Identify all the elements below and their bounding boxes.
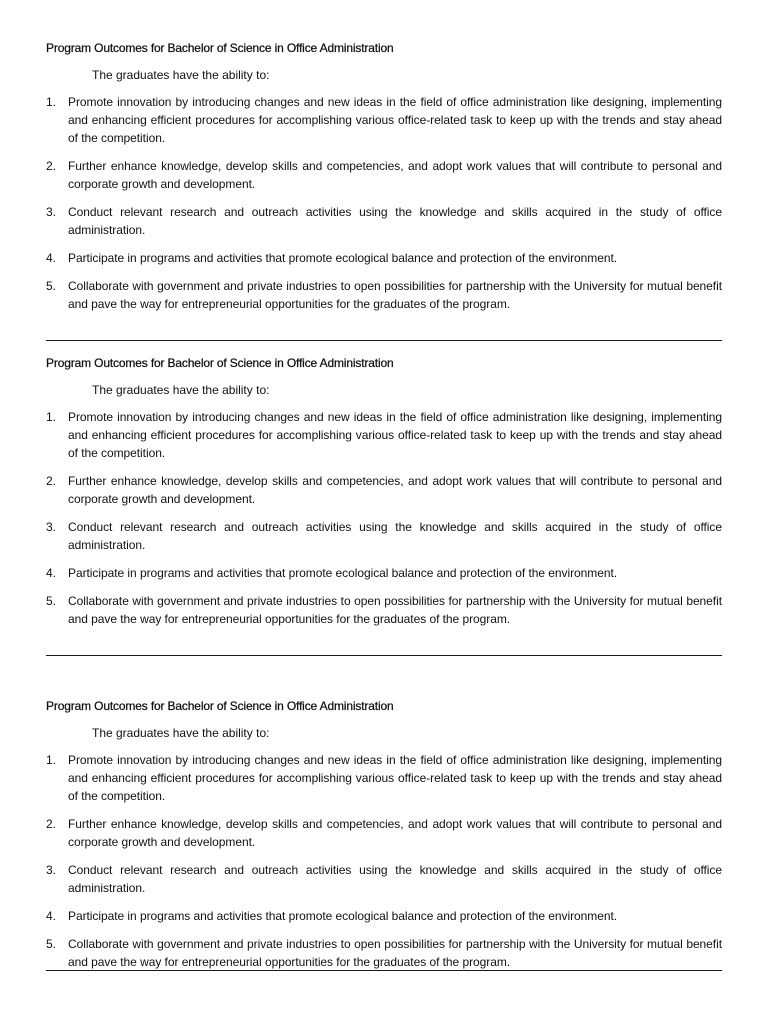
list-item	[46, 408, 722, 462]
intro-line: The graduates have the ability to:	[92, 383, 270, 397]
item-text: Further enhance knowledge, develop skills and competencies, and adopt work values that will contribute to personal and corporate growth and development.	[68, 474, 722, 506]
item-text: Promote innovation by introducing changes and new ideas in the field of office administration like designing, implementing and enhancing efficient procedures for accomplishing various office-related task to keep up with the trends and stay ahead of the competition.	[68, 410, 722, 460]
item-text: Further enhance knowledge, develop skills and competencies, and adopt work values that will contribute to personal and corporate growth and development.	[68, 817, 722, 849]
item-number: 3.	[46, 520, 57, 534]
item-number: 1.	[46, 95, 57, 109]
item-text: Conduct relevant research and outreach activities using the knowledge and skills acquired in the study of office administration.	[68, 863, 722, 895]
intro-line: The graduates have the ability to:	[92, 726, 270, 740]
list-item	[46, 277, 722, 313]
item-number: 3.	[46, 205, 57, 219]
item-text: Participate in programs and activities that promote ecological balance and protection of the environment.	[68, 566, 618, 580]
item-text: Conduct relevant research and outreach activities using the knowledge and skills acquired in the study of office administration.	[68, 205, 722, 237]
item-number: 5.	[46, 594, 57, 608]
intro-line: The graduates have the ability to:	[92, 68, 270, 82]
list-item	[46, 751, 722, 805]
list-item	[46, 518, 722, 554]
item-text: Participate in programs and activities that promote ecological balance and protection of the environment.	[68, 909, 618, 923]
list-item	[46, 249, 722, 267]
item-number: 1.	[46, 410, 57, 424]
list-item	[46, 564, 722, 582]
outcomes-block-2	[46, 355, 722, 628]
item-text: Collaborate with government and private industries to open possibilities for partnership with the University for mutual benefit and pave the way for entrepreneurial opportunities for the graduates of the program.	[68, 279, 722, 311]
list-item	[46, 203, 722, 239]
list-item	[46, 935, 722, 971]
item-number: 2.	[46, 817, 57, 831]
block-title: Program Outcomes for Bachelor of Science in Office Administration	[46, 356, 394, 370]
item-number: 4.	[46, 251, 57, 265]
outcomes-block-1	[46, 40, 722, 313]
item-text: Collaborate with government and private industries to open possibilities for partnership with the University for mutual benefit and pave the way for entrepreneurial opportunities for the graduates of the program.	[68, 594, 722, 626]
item-text: Promote innovation by introducing changes and new ideas in the field of office administration like designing, implementing and enhancing efficient procedures for accomplishing various office-related task to keep up with the trends and stay ahead of the competition.	[68, 95, 722, 145]
item-text: Further enhance knowledge, develop skills and competencies, and adopt work values that will contribute to personal and corporate growth and development.	[68, 159, 722, 191]
item-number: 2.	[46, 474, 57, 488]
item-number: 5.	[46, 279, 57, 293]
item-text: Participate in programs and activities that promote ecological balance and protection of the environment.	[68, 251, 618, 265]
block-title: Program Outcomes for Bachelor of Science in Office Administration	[46, 41, 394, 55]
outcomes-block-3	[46, 698, 722, 971]
item-number: 5.	[46, 937, 57, 951]
outcomes-list	[46, 751, 722, 971]
list-item	[46, 472, 722, 508]
list-item	[46, 861, 722, 897]
block-title: Program Outcomes for Bachelor of Science in Office Administration	[46, 699, 394, 713]
list-item	[46, 157, 722, 193]
item-number: 1.	[46, 753, 57, 767]
divider-rule	[46, 655, 722, 656]
divider-rule	[46, 970, 722, 971]
item-number: 2.	[46, 159, 57, 173]
item-text: Collaborate with government and private industries to open possibilities for partnership with the University for mutual benefit and pave the way for entrepreneurial opportunities for the graduates of the program.	[68, 937, 722, 969]
divider-rule	[46, 340, 722, 341]
list-item	[46, 592, 722, 628]
item-text: Conduct relevant research and outreach activities using the knowledge and skills acquired in the study of office administration.	[68, 520, 722, 552]
item-number: 4.	[46, 566, 57, 580]
list-item	[46, 93, 722, 147]
item-text: Promote innovation by introducing changes and new ideas in the field of office administration like designing, implementing and enhancing efficient procedures for accomplishing various office-related task to keep up with the trends and stay ahead of the competition.	[68, 753, 722, 803]
outcomes-list	[46, 408, 722, 628]
outcomes-list	[46, 93, 722, 313]
item-number: 4.	[46, 909, 57, 923]
list-item	[46, 815, 722, 851]
item-number: 3.	[46, 863, 57, 877]
list-item	[46, 907, 722, 925]
